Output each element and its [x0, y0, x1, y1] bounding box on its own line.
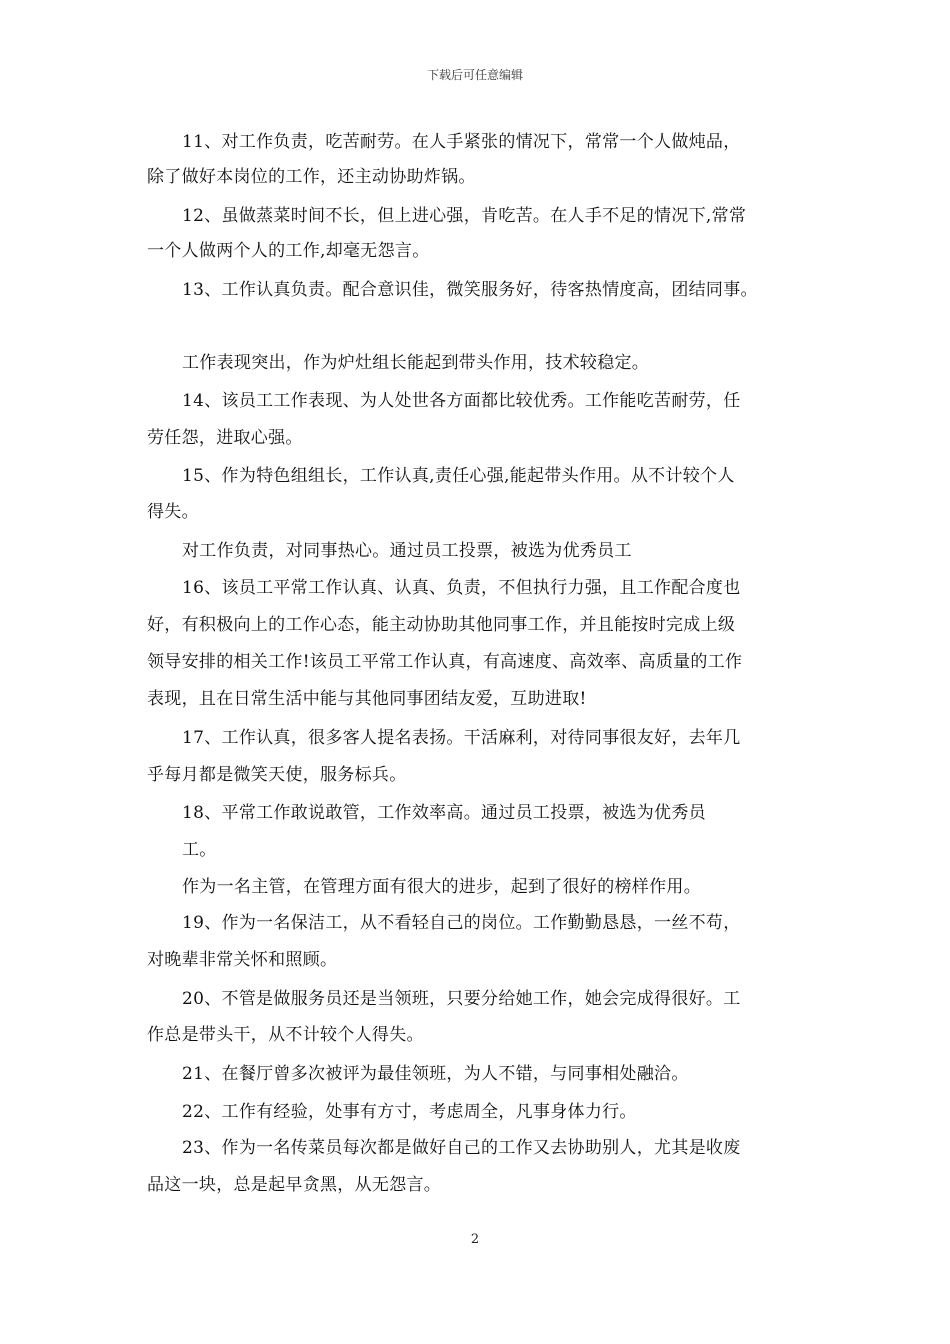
text-line: 品这一块，总是起早贪黑，从无怨言。	[147, 1175, 442, 1195]
text-line: 得失。	[147, 502, 199, 522]
text-line: 劳任怨，进取心强。	[147, 428, 303, 448]
text-line: 23、作为一名传菜员每次都是做好自己的工作又去协助别人，尤其是收废	[182, 1138, 741, 1158]
text-line: 表现，且在日常生活中能与其他同事团结友爱，互助进取!	[147, 689, 587, 709]
text-line: 好，有积极向上的工作心态，能主动协助其他同事工作，并且能按时完成上级	[147, 615, 736, 635]
text-line: 13、工作认真负责。配合意识佳，微笑服务好，待客热情度高，团结同事。	[182, 280, 758, 300]
text-line: 11、对工作负责，吃苦耐劳。在人手紧张的情况下，常常一个人做炖品，	[182, 132, 741, 152]
text-line: 16、该员工平常工作认真、认真、负责，不但执行力强，且工作配合度也	[182, 578, 741, 598]
text-line: 17、工作认真，很多客人提名表扬。干活麻利，对待同事很友好，去年几	[182, 728, 741, 748]
text-line: 作为一名主管，在管理方面有很大的进步，起到了很好的榜样作用。	[182, 877, 701, 897]
text-line: 工作表现突出，作为炉灶组长能起到带头作用，技术较稳定。	[182, 353, 650, 373]
text-line: 作总是带头干，从不计较个人得失。	[147, 1025, 424, 1045]
text-line: 除了做好本岗位的工作，还主动协助炸锅。	[147, 167, 476, 187]
text-line: 19、作为一名保洁工，从不看轻自己的岗位。工作勤勤恳恳，一丝不苟，	[182, 913, 741, 933]
text-line: 乎每月都是微笑天使，服务标兵。	[147, 765, 407, 785]
page-number: 2	[470, 1232, 480, 1247]
page-header: 下载后可任意编辑	[426, 68, 523, 82]
text-line: 对工作负责，对同事热心。通过员工投票，被选为优秀员工	[182, 541, 632, 561]
text-line: 一个人做两个人的工作,却毫无怨言。	[147, 241, 430, 261]
text-line: 12、虽做蒸菜时间不长，但上进心强，肯吃苦。在人手不足的情况下,常常	[182, 206, 747, 226]
text-line: 14、该员工工作表现、为人处世各方面都比较优秀。工作能吃苦耐劳，任	[182, 391, 741, 411]
text-line: 20、不管是做服务员还是当领班，只要分给她工作，她会完成得很好。工	[182, 989, 741, 1009]
text-line: 18、平常工作敢说敢管，工作效率高。通过员工投票，被选为优秀员	[182, 803, 706, 823]
text-line: 对晚辈非常关怀和照顾。	[147, 950, 338, 970]
text-line: 22、工作有经验，处事有方寸，考虑周全，凡事身体力行。	[182, 1102, 637, 1122]
text-line: 21、在餐厅曾多次被评为最佳领班，为人不错，与同事相处融洽。	[182, 1064, 689, 1084]
text-line: 领导安排的相关工作!该员工平常工作认真，有高速度、高效率、高质量的工作	[147, 652, 743, 672]
text-line: 15、作为特色组组长，工作认真,责任心强,能起带头作用。从不计较个人	[182, 466, 735, 486]
text-line: 工。	[182, 840, 217, 860]
